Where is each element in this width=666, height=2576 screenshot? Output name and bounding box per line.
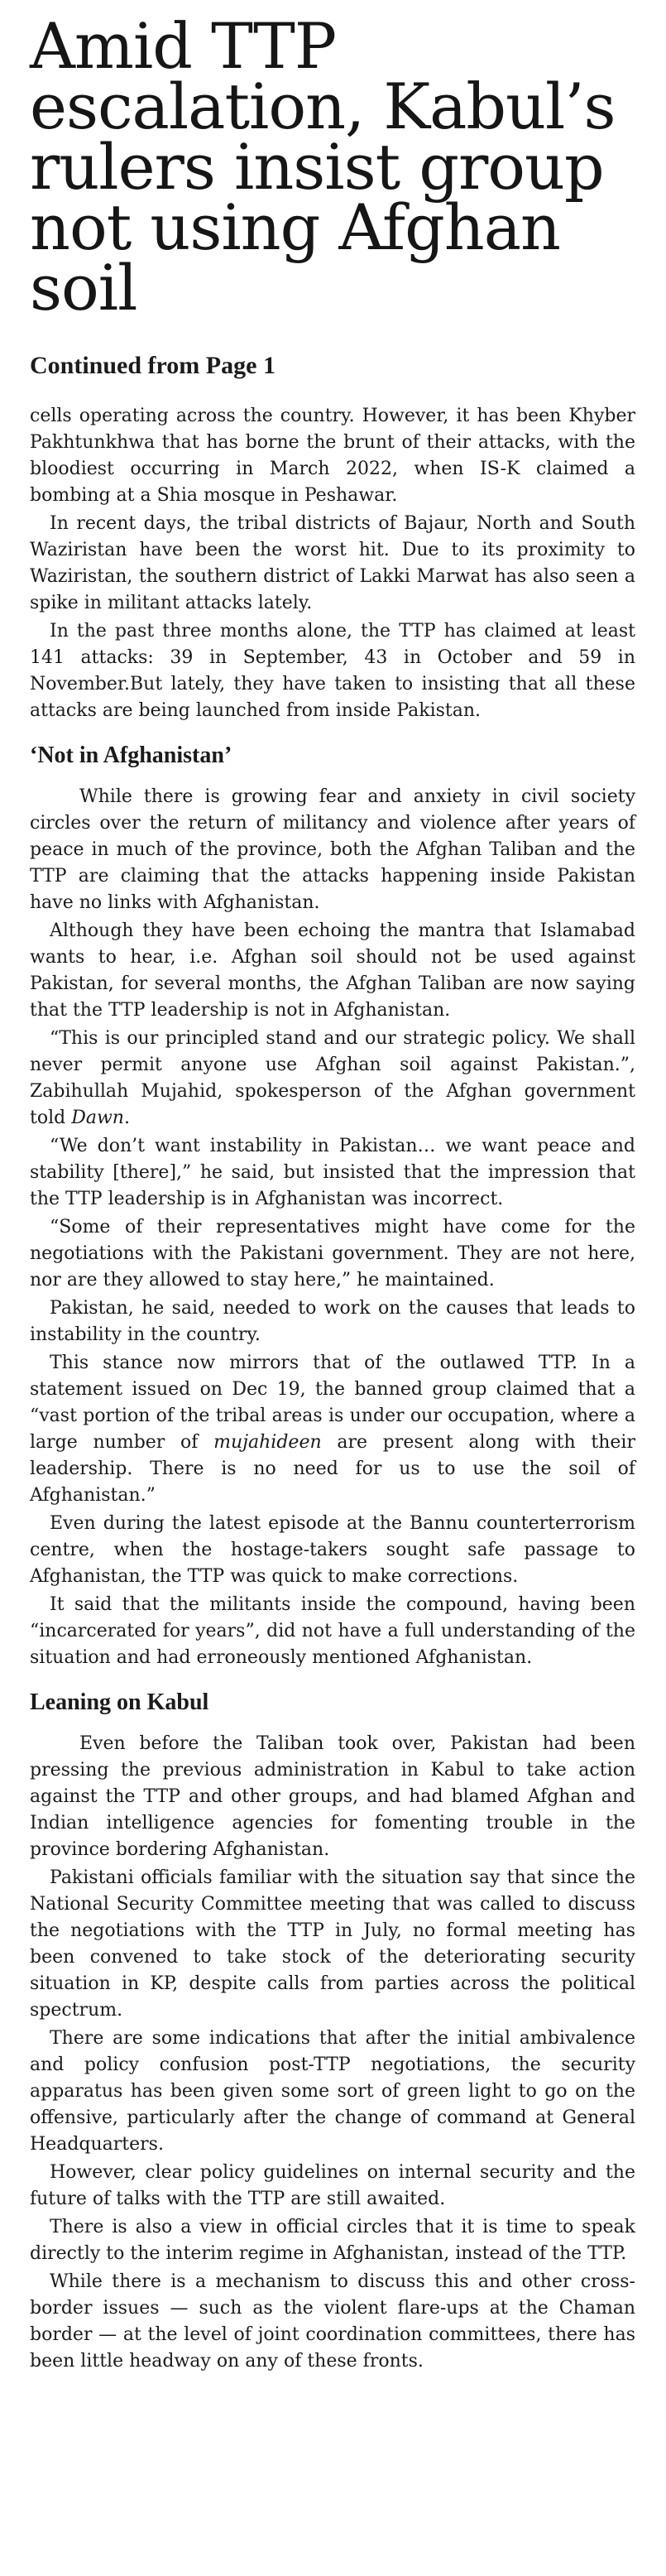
paragraph: While there is a mechanism to discuss this and other cross-border issues — such as the violent flare-ups at the Chaman border — at the level of joint coordination committees, there has been little headway on any of these fronts. [30,2271,635,2372]
subheading-not-in-afghanistan: ‘Not in Afghanistan’ [30,742,232,768]
paragraph: Even before the Taliban took over, Pakistan had been pressing the previous administration in Kabul to take action against the TTP and other groups, and had blamed Afghan and Indian intelligence agencies for fomenting trouble in the province bordering Afghanistan. [30,1733,635,1860]
paragraph: In recent days, the tribal districts of Bajaur, North and South Waziristan have been the worst hit. Due to its proximity to Waziristan, the southern district of Lakki Marwat has also seen a spike in militant attacks lately. [30,512,635,613]
paragraph [30,1350,635,1509]
paragraph: cells operating across the country. However, it has been Khyber Pakhtunkhwa that has borne the brunt of their attacks, with the bloodiest occurring in March 2022, when IS-K claimed a bombing at a Shia mosque in Peshawar. [30,405,635,506]
article [30,9,635,2377]
paragraph-text: are present along with their leadership. There is no need for us to use the soil of Afghanistan.” [30,1431,635,1506]
italic-term: mujahideen [213,1431,322,1453]
paragraph-text: “This is our principled stand and our strategic policy. We shall never permit anyone use Afghan soil against Pakistan.”, Zabihullah Mujahid, spokesperson of the Afghan government told [30,1027,635,1128]
paragraph: However, clear policy guidelines on internal security and the future of talks with the TTP are still awaited. [30,2161,635,2209]
paragraph: Pakistani officials familiar with the situation say that since the National Security Committee meeting that was called to discuss the negotiations with the TTP in July, no formal meeting has been convened to take stock of the deteriorating security situation in KP, despite calls from parties across the political spectrum. [30,1867,635,2021]
paragraph: While there is growing fear and anxiety in civil society circles over the return of militancy and violence after years of peace in much of the province, both the Afghan Taliban and the TTP are claiming that the attacks happening inside Pakistan have no links with Afghanistan. [30,786,635,913]
paragraph: Even during the latest episode at the Bannu counterterrorism centre, when the hostage-takers sought safe passage to Afghanistan, the TTP was quick to make corrections. [30,1512,635,1587]
continued-note: Continued from Page 1 [30,351,276,379]
paragraph: It said that the militants inside the compound, having been “incarcerated for years”, did not have a full understanding of the situation and had erroneously mentioned Afghanistan. [30,1593,635,1668]
publication-name: Dawn [71,1107,124,1128]
paragraph: Although they have been echoing the mantra that Islamabad wants to hear, i.e. Afghan soil should not be used against Pakistan, for several months, the Afghan Taliban are now saying that the TTP leadership is not in Afghanistan. [30,920,635,1021]
paragraph: There is also a view in official circles that it is time to speak directly to the interim regime in Afghanistan, instead of the TTP. [30,2216,635,2264]
paragraph: “We don’t want instability in Pakistan… we want peace and stability [there],” he said, but insisted that the impression that the TTP leadership is in Afghanistan was incorrect. [30,1135,635,1209]
paragraph: “Some of their representatives might have come for the negotiations with the Pakistani government. They are not here, nor are they allowed to stay here,” he maintained. [30,1216,635,1290]
paragraph [30,1026,635,1132]
subheading-leaning-on-kabul: Leaning on Kabul [30,1689,209,1715]
headline: Amid TTP escalation, Kabul’s rulers insist group not using Afghan soil [30,9,616,324]
paragraph: In the past three months alone, the TTP has claimed at least 141 attacks: 39 in September, 43 in October and 59 in November.But lately, they have taken to insisting that all these attacks are being launched from inside Pakistan. [30,620,635,721]
paragraph-text: . [123,1107,130,1128]
paragraph: Pakistan, he said, needed to work on the causes that leads to instability in the country. [30,1297,635,1345]
paragraph-text: This stance now mirrors that of the outlawed TTP. In a statement issued on Dec 19, the banned group claimed that a “vast portion of the tribal areas is under our occupation, where a large number of [30,1352,635,1453]
paragraph: There are some indications that after the initial ambivalence and policy confusion post-TTP negotiations, the security apparatus has been given some sort of green light to go on the offensive, particularly after the change of command at General Headquarters. [30,2027,635,2155]
